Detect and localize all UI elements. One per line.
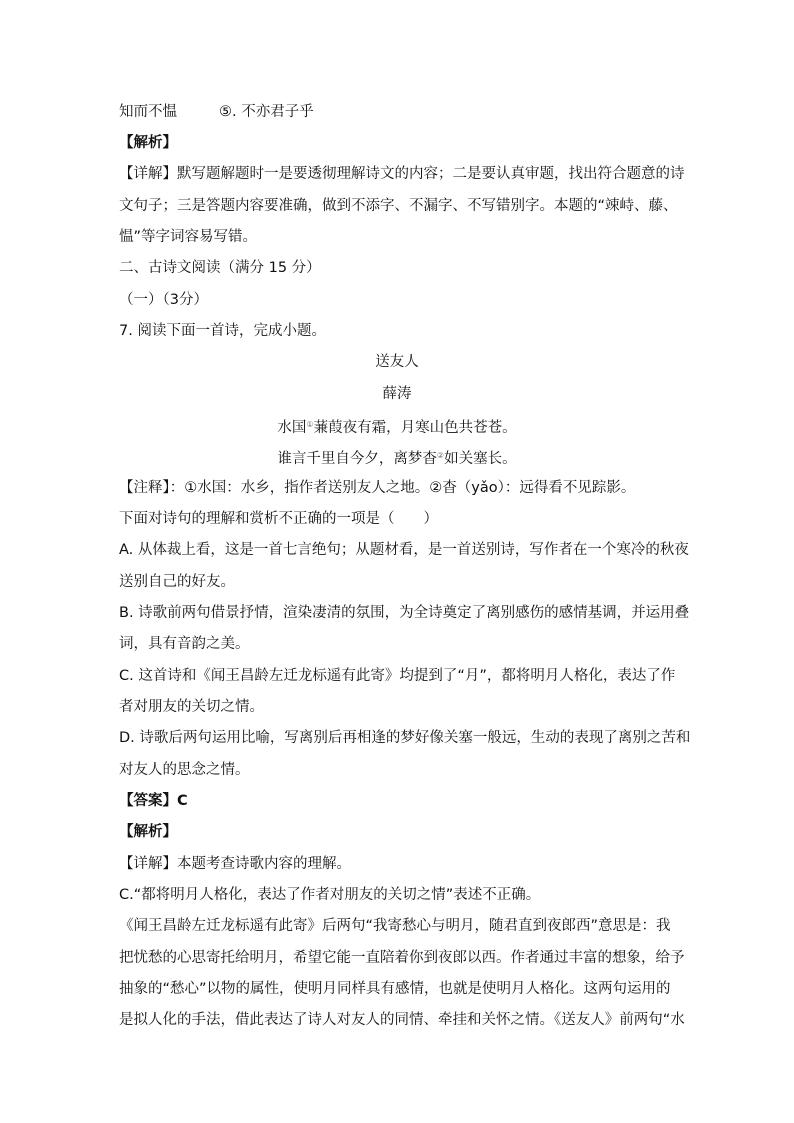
- question-prompt: 7. 阅读下面一首诗，完成小题。: [119, 323, 326, 339]
- answer-label: 【答案】C: [119, 793, 188, 809]
- footnote-marker-2: ②: [436, 451, 445, 460]
- poem-line-1-part-b: 蒹葭夜有霜，月寒山色共苍苍。: [313, 420, 517, 436]
- answer-fragment-5: ⑤. 不亦君子乎: [219, 104, 314, 120]
- option-a-line-2: 送别自己的好友。: [119, 574, 235, 590]
- detail-text-2-line-4: 把忧愁的心思寄托给明月，希望它能一直陪着你到夜郎以西。作者通过丰富的想象，给予: [119, 950, 685, 966]
- option-d-line-2: 对友人的思念之情。: [119, 762, 250, 778]
- question-stem: 下面对诗句的理解和赏析不正确的一项是（ ）: [119, 511, 438, 527]
- option-a-line-1: A. 从体裁上看，这是一首七言绝句；从题材看，是一首送别诗，写作者在一个寒冷的秋夜: [119, 542, 689, 558]
- answer-line: [119, 102, 314, 122]
- detail-text-2-line-2: C.“都将明月人格化，表达了作者对朋友的关切之情”表述不正确。: [119, 887, 541, 903]
- detail-text-2-line-3: 《闻王昌龄左迁龙标遥有此寄》后两句“我寄愁心与明月，随君直到夜郎西”意思是：我: [119, 918, 671, 934]
- subsection-heading: （一）（3分）: [119, 292, 208, 308]
- detail-text-line-2: 文句子；三是答题内容要准确，做到不添字、不漏字、不写错别字。本题的“竦峙、藤、: [119, 198, 678, 214]
- option-c-line-2: 者对朋友的关切之情。: [119, 699, 264, 715]
- option-c-line-1: C. 这首诗和《闻王昌龄左迁龙标遥有此寄》均提到了“月”，都将明月人格化，表达了作: [119, 668, 676, 684]
- detail-text-line-1: 【详解】默写题解题时一是要透彻理解诗文的内容；二是要认真审题，找出符合题意的诗: [119, 166, 685, 182]
- detail-text-line-3: 愠”等字词容易写错。: [119, 229, 258, 245]
- option-b-line-2: 词，具有音韵之美。: [119, 636, 250, 652]
- analysis-heading: 【解析】: [119, 135, 177, 151]
- poem-line-2-part-a: 谁言千里自今夕，离梦杳: [277, 451, 437, 467]
- detail-text-2-line-1: 【详解】本题考查诗歌内容的理解。: [119, 856, 351, 872]
- poem-line-2: [0, 446, 794, 469]
- poem-title: 送友人: [375, 354, 419, 370]
- answer-fragment-4: 知而不愠: [119, 104, 177, 120]
- poem-line-1: [0, 415, 794, 438]
- poem-line-2-part-b: 如关塞长。: [444, 451, 517, 467]
- option-b-line-1: B. 诗歌前两句借景抒情，渲染凄清的氛围，为全诗奠定了离别感伤的感情基调，并运用叠: [119, 605, 690, 621]
- detail-text-2-line-5: 抽象的“愁心”以物的属性，使明月同样具有感情，也就是使明月人格化。这两句运用的: [119, 981, 671, 997]
- poem-line-1-part-a: 水国: [277, 420, 307, 436]
- poem-author: 薛涛: [382, 386, 412, 402]
- section-heading: 二、古诗文阅读（满分 15 分）: [119, 260, 321, 276]
- annotation-line: 【注释】：①水国：水乡，指作者送别友人之地。②杳（yǎo）：远得看不见踪影。: [119, 480, 636, 496]
- detail-text-2-line-6: 是拟人化的手法，借此表达了诗人对友人的同情、牵挂和关怀之情。《送友人》前两句“水: [119, 1012, 685, 1028]
- analysis-heading-2: 【解析】: [119, 824, 177, 840]
- footnote-marker-1: ①: [306, 420, 314, 429]
- option-d-line-1: D. 诗歌后两句运用比喻，写离别后再相逢的梦好像关塞一般远，生动的表现了离别之苦和: [119, 730, 691, 746]
